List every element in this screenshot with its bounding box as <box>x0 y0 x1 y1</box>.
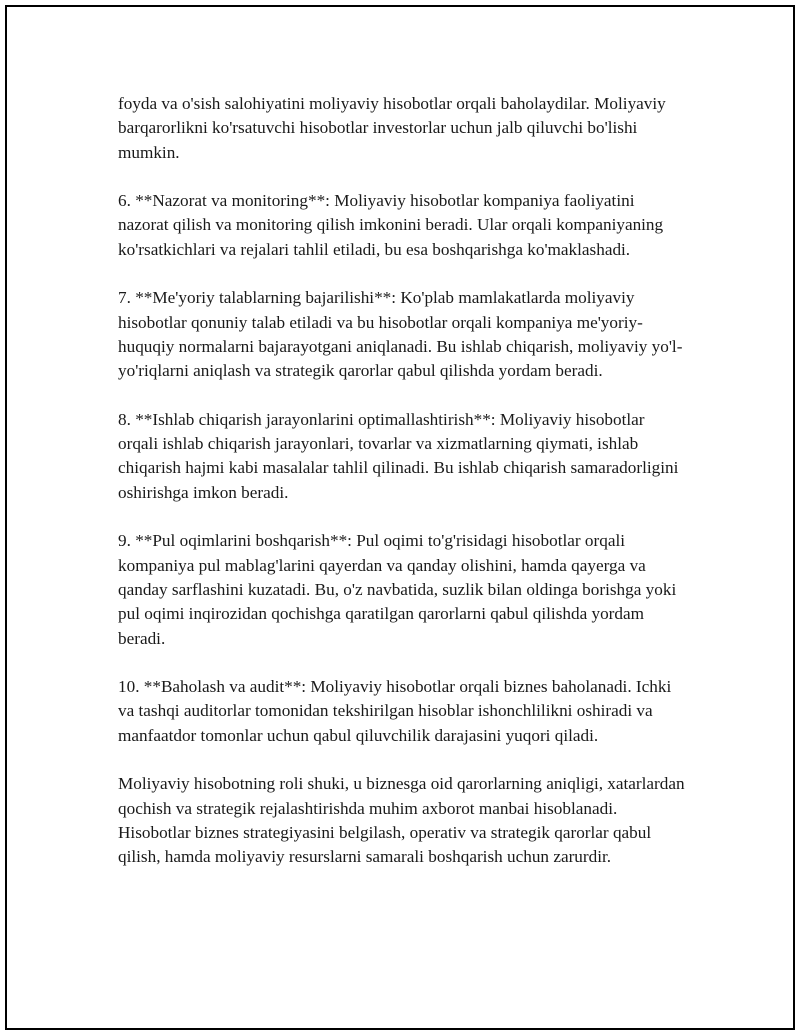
paragraph-item-8: 8. **Ishlab chiqarish jarayonlarini optimallashtirish**: Moliyaviy hisobotlar orqali ishlab chiqarish jarayonlari, tovarlar va xizmatlarning qiymati, ishlab chiqarish hajmi kabi masalalar tahlil qilinadi. Bu ishlab chiqarish samaradorligini oshirishga imkon beradi. <box>118 409 679 502</box>
paragraph-item-6: 6. **Nazorat va monitoring**: Moliyaviy hisobotlar kompaniya faoliyatini nazorat qilish va monitoring qilish imkonini beradi. Ular orqali kompaniyaning ko'rsatkichlari va rejalari tahlil etiladi, bu esa boshqarishga ko'maklashadi. <box>118 191 664 259</box>
paragraph-conclusion: Moliyaviy hisobotning roli shuki, u biznesga oid qarorlarning aniqligi, xatarlardan qochish va strategik rejalashtirishda muhim axborot manbai hisoblanadi. Hisobotlar biznes strategiyasini belgilash, operativ va strategik qarorlar qabul qilish, hamda moliyaviy resurslarni samarali boshqarish uchun zarurdir. <box>118 774 685 867</box>
paragraph-item-10: 10. **Baholash va audit**: Moliyaviy hisobotlar orqali biznes baholanadi. Ichki va tashqi auditorlar tomonidan tekshirilgan hisoblar ishonchlilikni oshiradi va manfaatdor tomonlar uchun qabul qiluvchilik darajasini yuqori qiladi. <box>118 677 672 745</box>
document-body <box>118 92 688 870</box>
paragraph-continuation: foyda va o'sish salohiyatini moliyaviy hisobotlar orqali baholaydilar. Moliyaviy barqarorlikni ko'rsatuvchi hisobotlar investorlar uchun jalb qiluvchi bo'lishi mumkin. <box>118 94 666 162</box>
paragraph-item-9: 9. **Pul oqimlarini boshqarish**: Pul oqimi to'g'risidagi hisobotlar orqali kompaniya pul mablag'larini qayerdan va qanday olishini, hamda qayerga va qanday sarflashini kuzatadi. Bu, o'z navbatida, suzlik bilan oldinga borishga yoki pul oqimi inqirozidan qochishga qaratilgan qarorlarni qabul qilishda yordam beradi. <box>118 531 677 648</box>
paragraph-item-7: 7. **Me'yoriy talablarning bajarilishi**: Ko'plab mamlakatlarda moliyaviy hisobotlar qonuniy talab etiladi va bu hisobotlar orqali kompaniya me'yoriy-huquqiy normalarni bajarayotgani aniqlanadi. Bu ishlab chiqarish, moliyaviy yo'l-yo'riqlarni aniqlash va strategik qarorlar qabul qilishda yordam beradi. <box>118 288 683 381</box>
